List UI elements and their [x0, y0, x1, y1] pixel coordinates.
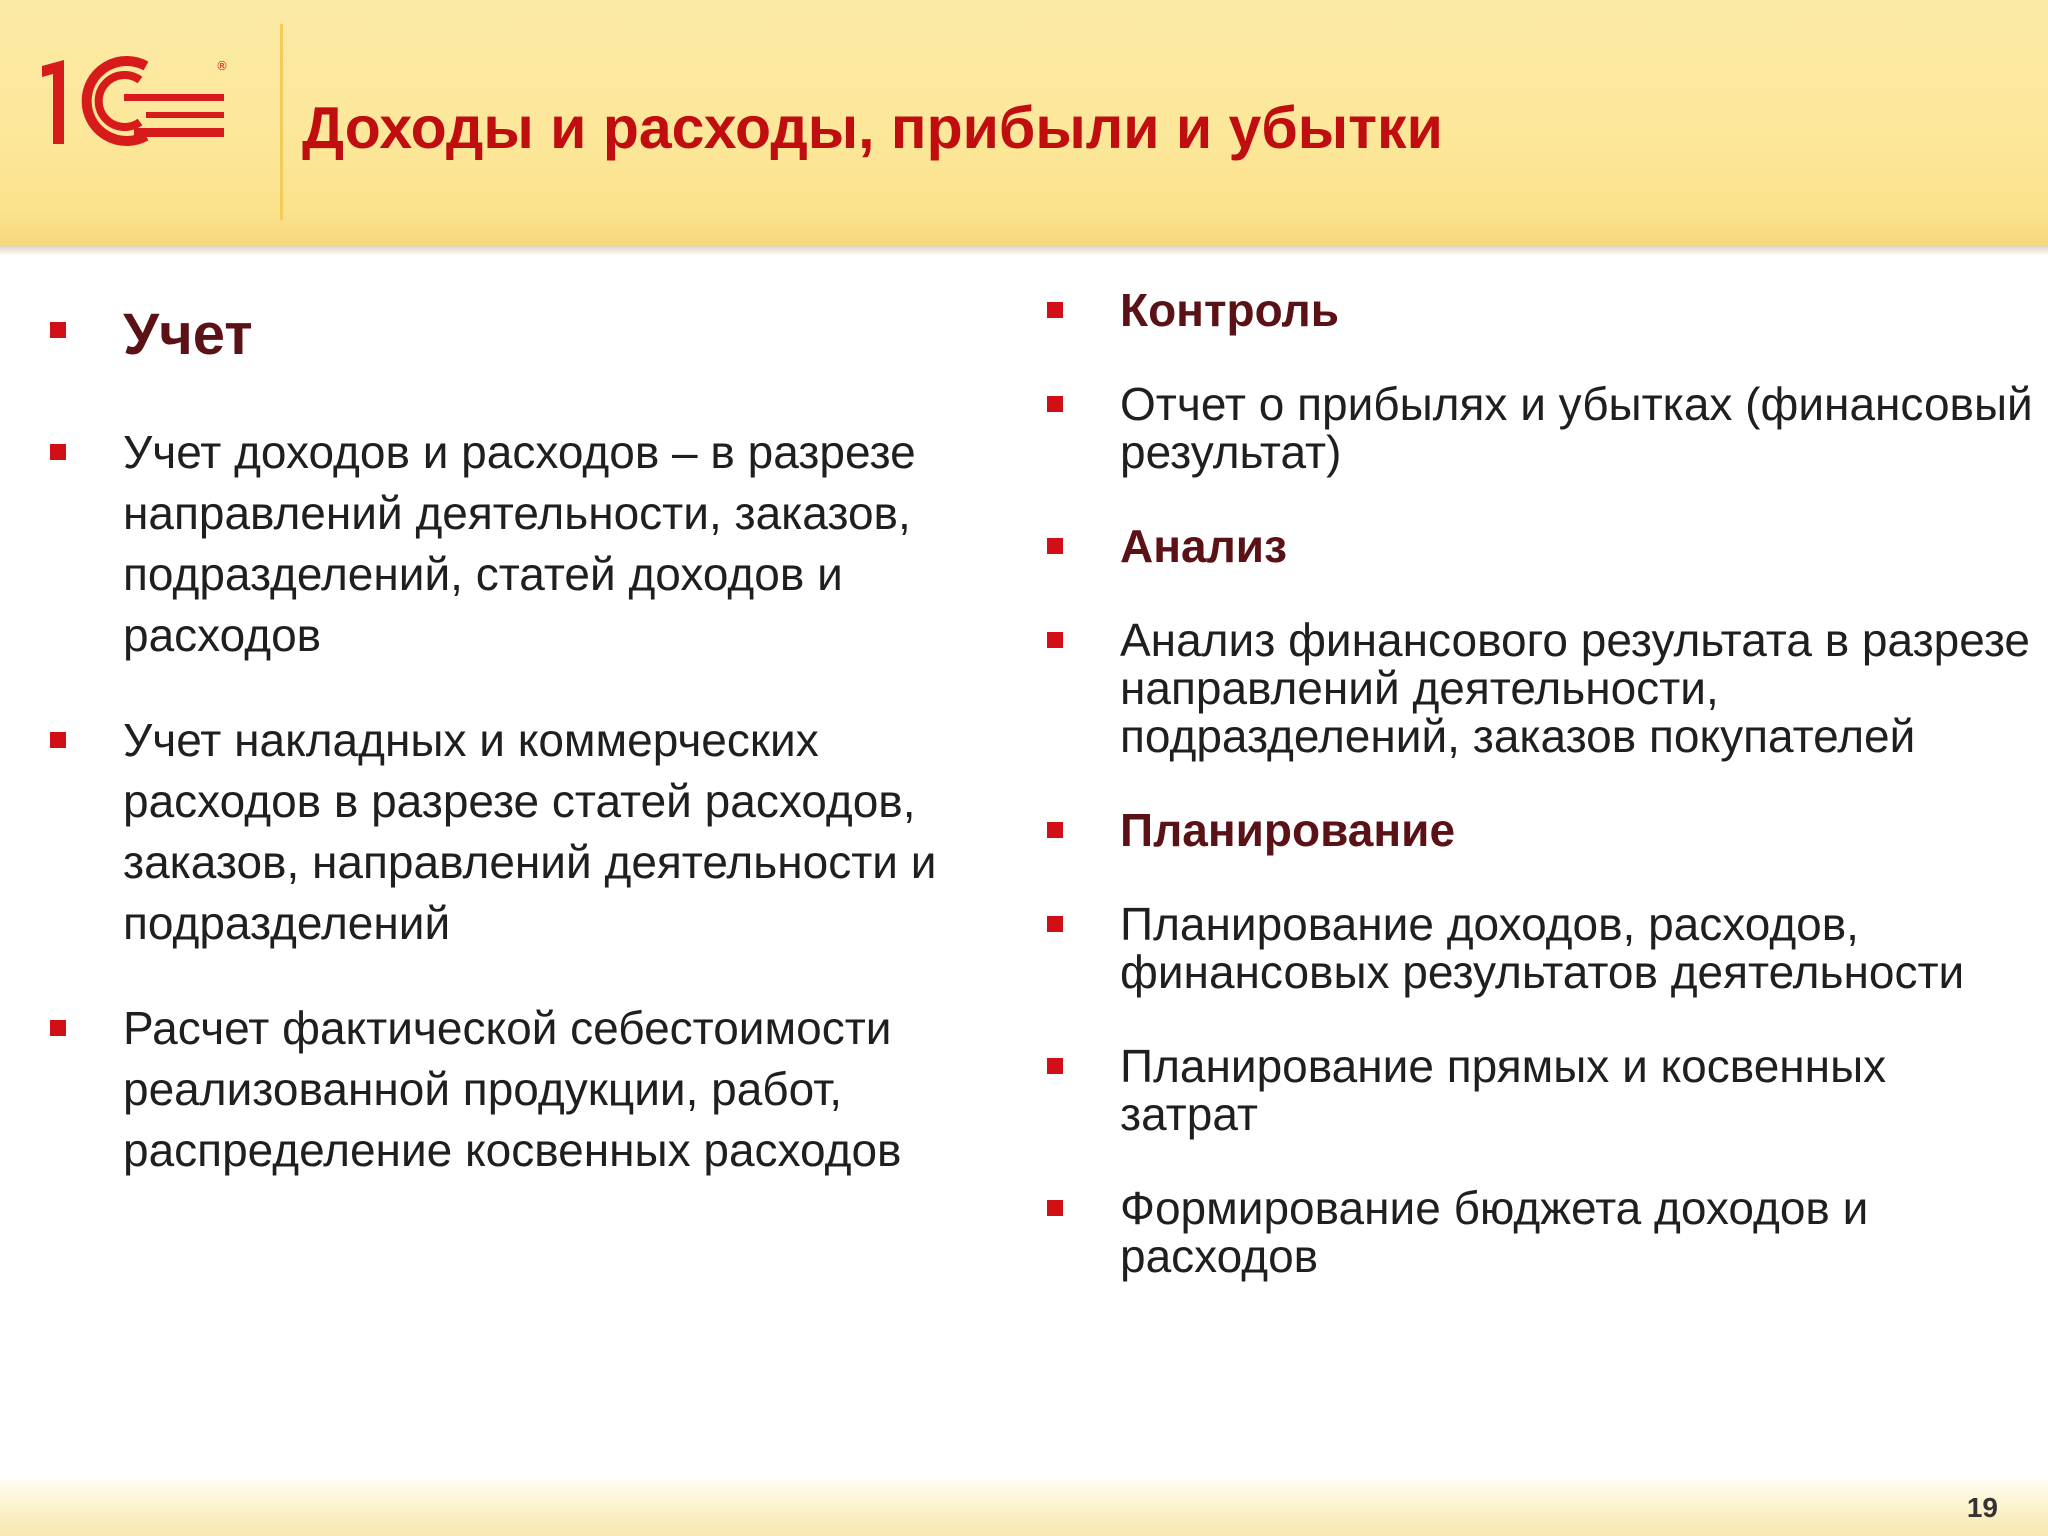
item-text: Отчет о прибылях и убытках (финансовый результат) — [1120, 378, 2033, 478]
list-item — [1045, 806, 2035, 854]
list-item — [48, 422, 1008, 666]
header-divider — [280, 24, 283, 220]
list-item — [1045, 286, 2035, 334]
list-item — [48, 710, 1008, 954]
right-column — [1045, 286, 2035, 1280]
bullet-icon — [50, 732, 66, 748]
item-text: Планирование доходов, расходов, финансовых результатов деятельности — [1120, 898, 1965, 998]
item-text: Учет доходов и расходов – в разрезе направлений деятельности, заказов, подразделений, статей доходов и расходов — [123, 426, 916, 661]
item-text: Учет — [123, 302, 253, 367]
header-shadow — [0, 246, 2048, 256]
bullet-icon — [50, 322, 66, 338]
slide-footer — [0, 1480, 2048, 1536]
bullet-icon — [1047, 396, 1063, 412]
item-text: Контроль — [1120, 284, 1340, 336]
item-text: Анализ — [1120, 520, 1287, 572]
bullet-icon — [1047, 538, 1063, 554]
item-text: Анализ финансового результата в разрезе направлений деятельности, подразделений, заказов покупателей — [1120, 614, 2030, 762]
bullet-icon — [1047, 1058, 1063, 1074]
slide-title: Доходы и расходы, прибыли и убытки — [302, 95, 1443, 161]
list-item — [1045, 1184, 2035, 1280]
item-text: Расчет фактической себестоимости реализованной продукции, работ, распределение косвенных расходов — [123, 1002, 902, 1176]
list-item — [48, 300, 1008, 370]
bullet-icon — [50, 1020, 66, 1036]
bullet-icon — [1047, 632, 1063, 648]
bullet-icon — [1047, 1200, 1063, 1216]
page-number: 19 — [1966, 1492, 1998, 1523]
list-item — [1045, 1042, 2035, 1138]
item-text: Формирование бюджета доходов и расходов — [1120, 1182, 1869, 1282]
svg-text:®: ® — [216, 59, 228, 73]
left-column — [48, 300, 1008, 1181]
bullet-icon — [1047, 302, 1063, 318]
bullet-icon — [1047, 822, 1063, 838]
list-item — [1045, 522, 2035, 570]
item-text: Планирование — [1120, 804, 1456, 856]
bullet-icon — [50, 444, 66, 460]
bullet-icon — [1047, 916, 1063, 932]
list-item — [1045, 616, 2035, 760]
list-item — [1045, 380, 2035, 476]
1c-logo-icon — [38, 56, 228, 148]
item-text: Планирование прямых и косвенных затрат — [1120, 1040, 1887, 1140]
list-item — [1045, 900, 2035, 996]
item-text: Учет накладных и коммерческих расходов в разрезе статей расходов, заказов, направлений деятельности и подразделений — [123, 714, 937, 949]
list-item — [48, 998, 1008, 1181]
